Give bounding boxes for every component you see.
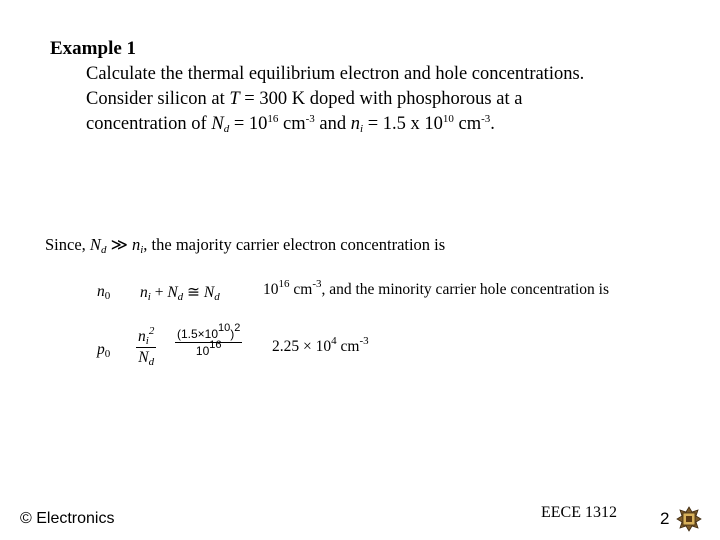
p0-label: $p_0$ <box>97 341 111 360</box>
n0-result: $10^{16}$ $cm^{-3}$, and the minority carrier hole concentration is <box>263 278 609 298</box>
slide-number: 2 <box>660 509 670 528</box>
footer-course: EECE 1312 <box>541 504 617 521</box>
p0-result: $2.25 \times 10^4$ $cm^{-3}$ <box>272 335 369 355</box>
problem-line-3: concentration of $N_d = 10^{16}$ $cm^{-3}$ and $n_i = 1.5$ x $10^{10}$ $cm^{-3}$. <box>86 113 495 135</box>
p0-fraction-2: $\frac{(1.5\times 10^{10})^2}{10^{16}}$ <box>177 322 241 358</box>
n0-expression: $n_i + N_d$ ≅ $N_d$ <box>140 284 220 303</box>
p0-fraction-1: $\frac{n_i^2}{N_d}$ <box>138 325 155 368</box>
slide-title: Example 1 <box>50 38 137 59</box>
solution-since-line: Since, $N_d$ ≫ $n_i$, the majority carrier electron concentration is <box>45 235 446 256</box>
problem-line-2: Consider silicon at T = 300 K doped with phosphorous at a <box>86 89 523 109</box>
n0-label: $n_0$ <box>97 283 111 302</box>
problem-line-1: Calculate the thermal equilibrium electron and hole concentrations. <box>86 64 585 84</box>
footer-copyright: © Electronics <box>20 510 115 527</box>
logo-icon <box>676 506 702 532</box>
